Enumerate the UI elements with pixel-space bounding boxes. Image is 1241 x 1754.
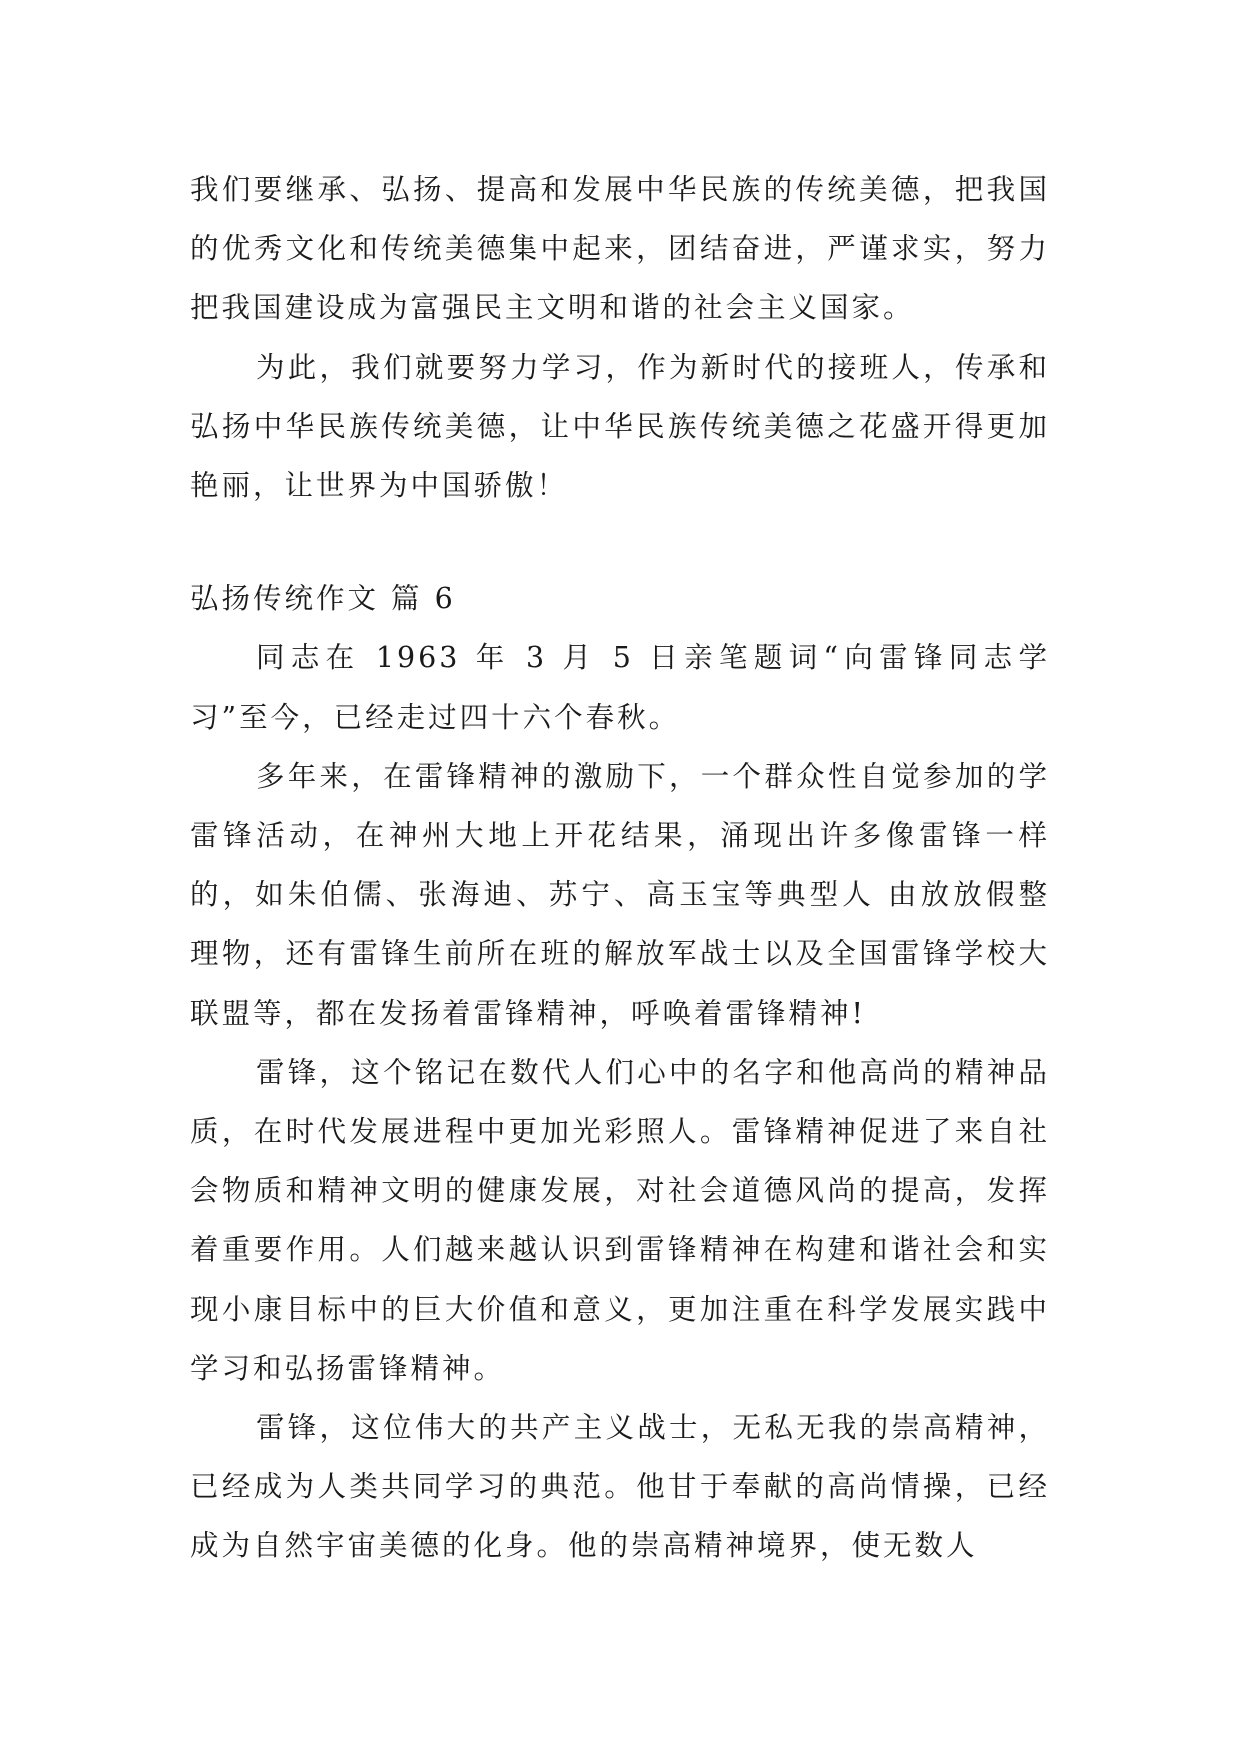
- paragraph: 雷锋，这位伟大的共产主义战士，无私无我的崇高精神，已经成为人类共同学习的典范。他甘于奉献的高尚情操，已经成为自然宇宙美德的化身。他的崇高精神境界，使无数人: [190, 1411, 1050, 1563]
- paragraph: 同志在 1963 年 3 月 5 日亲笔题词“向雷锋同志学习”至今，已经走过四十六个春秋。: [190, 641, 1050, 734]
- paragraph: 多年来，在雷锋精神的激励下，一个群众性自觉参加的学雷锋活动，在神州大地上开花结果，涌现出许多像雷锋一样的，如朱伯儒、张海迪、苏宁、高玉宝等典型人 由放放假整理物，还有雷锋生前所在班的解放军战士以及全国雷锋学校大联盟等，都在发扬着雷锋精神，呼唤着雷锋精神!: [190, 759, 1050, 1030]
- paragraph-continuation: 我们要继承、弘扬、提高和发展中华民族的传统美德，把我国的优秀文化和传统美德集中起来，团结奋进，严谨求实，努力把我国建设成为富强民主文明和谐的社会主义国家。: [190, 173, 1050, 325]
- paragraph: 雷锋，这个铭记在数代人们心中的名字和他高尚的精神品质，在时代发展进程中更加光彩照人。雷锋精神促进了来自社会物质和精神文明的健康发展，对社会道德风尚的提高，发挥着重要作用。人们越来越认识到雷锋精神在构建和谐社会和实现小康目标中的巨大价值和意义，更加注重在科学发展实践中学习和弘扬雷锋精神。: [190, 1055, 1050, 1385]
- document-body: [190, 160, 1050, 1576]
- section-title: 弘扬传统作文 篇 6: [190, 582, 456, 616]
- paragraph: 为此，我们就要努力学习，作为新时代的接班人，传承和弘扬中华民族传统美德，让中华民族传统美德之花盛开得更加艳丽，让世界为中国骄傲！: [190, 350, 1050, 503]
